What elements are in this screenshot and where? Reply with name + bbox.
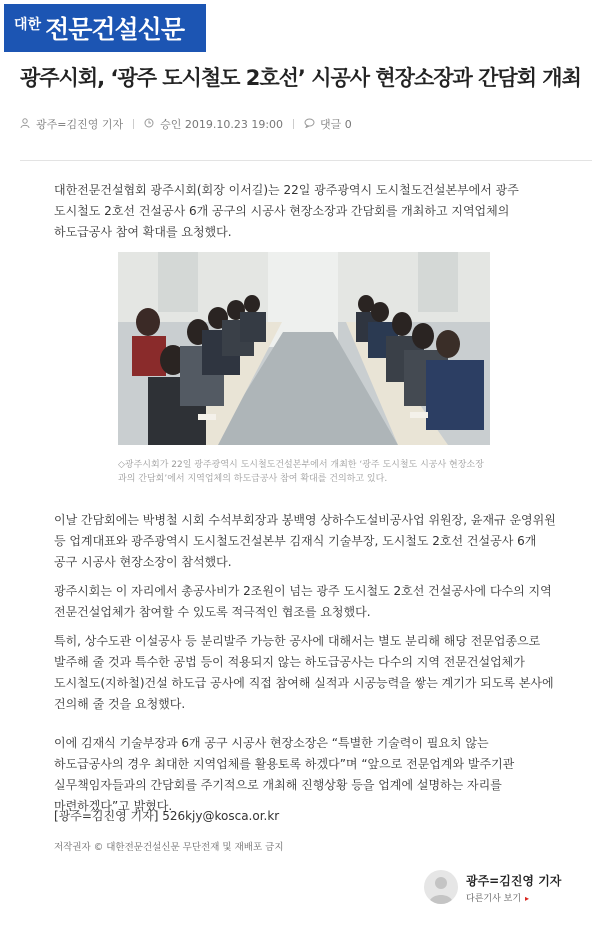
more-articles-link[interactable] [466,891,529,904]
logo-large-text: 전문건설신문 [45,15,184,44]
reporter-avatar[interactable] [424,870,458,904]
person-icon [20,118,32,131]
article-meta [20,116,352,132]
header-divider [20,160,592,161]
comment-icon [304,118,316,131]
article-paragraph: 광주시회는 이 자리에서 총공사비가 2조원이 넘는 광주 도시철도 2호선 건설공사에 다수의 지역 전문건설업체가 참여할 수 있도록 적극적인 협조를 요청했다. [54,584,552,619]
meta-divider [133,119,134,129]
logo-small-text: 대한 [14,17,42,33]
comment-count-link[interactable]: 댓글 0 [320,118,352,131]
article-title: 광주시회, ‘광주 도시철도 2호선’ 시공사 현장소장과 간담회 개최 [20,66,581,90]
copyright-notice: 저작권자 © 대한전문건설신문 무단전재 및 재배포 금지 [54,842,284,853]
meeting-photo-image [118,252,490,445]
caret-right-icon: ▸ [525,894,530,903]
article-approved-time: 승인 2019.10.23 19:00 [160,118,284,131]
article-paragraph: 대한전문건설협회 광주시회(회장 이서길)는 22일 광주광역시 도시철도건설본부에서 광주 도시철도 2호선 건설공사 6개 공구의 시공사 현장소장과 간담회를 개최하고 지역업체의 하도급공사 참여 확대를 요청했다. [54,183,519,239]
meta-divider [293,119,294,129]
site-logo[interactable] [4,4,206,52]
article-byline: [광주=김진영 기자] 526kjy@kosca.or.kr [54,809,280,823]
more-articles-label: 다른기사 보기 [466,894,522,904]
article-paragraph: 특히, 상수도관 이설공사 등 분리발주 가능한 공사에 대해서는 별도 분리해 해당 전문업종으로 발주해 줄 것과 특수한 공법 등이 적용되지 않는 하도급공사는 다수의 지역 전문건설업체가 도시철도(지하철)건설 하도급 공사에 직접 참여해 실적과 시공능력을 쌓는 계기가 되도록 본사에 건의해 줄 것을 요청했다. [54,634,554,711]
article-paragraph: 이날 간담회에는 박병철 시회 수석부회장과 봉백영 상하수도설비공사업 위원장, 윤재규 운영위원 등 업계대표와 광주광역시 도시철도건설본부 김재식 기술부장, 도시철도 2호선 건설공사 6개 공구 시공사 현장소장이 참석했다. [54,513,556,569]
clock-icon [144,118,156,131]
reporter-name: 광주=김진영 기자 [466,874,562,888]
article-photo[interactable] [118,252,490,445]
article-paragraph: 이에 김재식 기술부장과 6개 공구 시공사 현장소장은 “특별한 기술력이 필요치 않는 하도급공사의 경우 최대한 지역업체를 활용토록 하겠다”며 “앞으로 전문업계와 발주기관 실무책임자들과의 간담회를 주기적으로 개최해 진행상황 등을 업계에 설명하는 자리를 마련하겠다”고 밝혔다. [54,736,515,813]
article-author[interactable]: 광주=김진영 기자 [36,118,124,131]
avatar-placeholder-icon [424,870,458,904]
photo-caption: ◇광주시회가 22일 광주광역시 도시철도건설본부에서 개최한 ‘광주 도시철도 시공사 현장소장과의 간담회’에서 지역업체의 하도급공사 참여 확대를 건의하고 있다. [118,460,484,484]
